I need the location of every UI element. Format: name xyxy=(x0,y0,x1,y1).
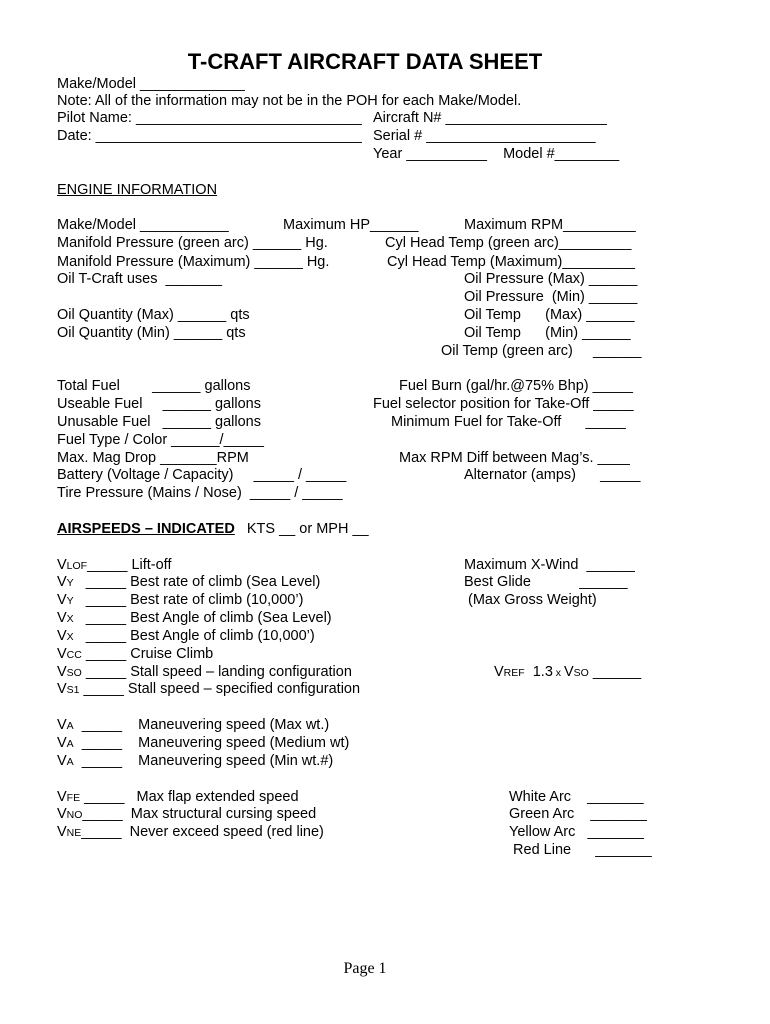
airspeed-row: VX _____ Best Angle of climb (Sea Level) xyxy=(57,610,332,626)
vref-formula: VREF 1.3 x VSO ______ xyxy=(494,664,642,680)
airspeed-row: VY _____ Best rate of climb (Sea Level) xyxy=(57,574,321,590)
tire-pressure: Tire Pressure (Mains / Nose) _____ / _____ xyxy=(57,485,343,501)
limit-speed-row: VNO_____ Max structural cursing speed xyxy=(57,806,317,822)
airspeed-row: VCC _____ Cruise Climb xyxy=(57,646,214,662)
serial-field: Serial # _____________________ xyxy=(373,128,596,144)
engine-section-heading: ENGINE INFORMATION xyxy=(57,182,218,198)
manifold-green-arc: Manifold Pressure (green arc) ______ Hg. xyxy=(57,235,328,251)
airspeed-row: VS1 _____ Stall speed – specified configuration xyxy=(57,681,361,697)
maneuvering-row: VA _____ Maneuvering speed (Max wt.) xyxy=(57,717,330,733)
minimum-fuel-takeoff: Minimum Fuel for Take-Off _____ xyxy=(391,414,626,430)
max-gross-weight: (Max Gross Weight) xyxy=(464,592,597,608)
airspeed-units: KTS __ or MPH __ xyxy=(246,521,369,537)
maximum-crosswind: Maximum X-Wind ______ xyxy=(464,557,635,573)
battery: Battery (Voltage / Capacity) _____ / _____ xyxy=(57,467,347,483)
cyl-head-maximum: Cyl Head Temp (Maximum)_________ xyxy=(387,254,635,270)
oil-pressure-min: Oil Pressure (Min) ______ xyxy=(464,289,638,305)
oil-temp-min: Oil Temp (Min) ______ xyxy=(464,325,631,341)
yellow-arc: Yellow Arc _______ xyxy=(509,824,644,840)
mag-rpm-diff: Max RPM Diff between Mag’s. ____ xyxy=(399,450,630,466)
airspeed-row: VY _____ Best rate of climb (10,000’) xyxy=(57,592,304,608)
best-glide: Best Glide ______ xyxy=(464,574,628,590)
oil-type: Oil T-Craft uses _______ xyxy=(57,271,222,287)
oil-temp-green-arc: Oil Temp (green arc) ______ xyxy=(441,343,642,359)
total-fuel: Total Fuel ______ gallons xyxy=(57,378,251,394)
red-line: Red Line _______ xyxy=(509,842,652,858)
oil-pressure-max: Oil Pressure (Max) ______ xyxy=(464,271,638,287)
fuel-type-color: Fuel Type / Color ______/_____ xyxy=(57,432,264,448)
unusable-fuel: Unusable Fuel ______ gallons xyxy=(57,414,261,430)
airspeeds-heading-line xyxy=(57,521,369,538)
airspeed-row: VLOF_____ Lift-off xyxy=(57,557,172,573)
maneuvering-row: VA _____ Maneuvering speed (Min wt.#) xyxy=(57,753,334,769)
fuel-burn: Fuel Burn (gal/hr.@75% Bhp) _____ xyxy=(399,378,633,394)
cyl-head-green-arc: Cyl Head Temp (green arc)_________ xyxy=(385,235,632,251)
year-model-field: Year __________ Model #________ xyxy=(373,146,620,162)
oil-temp-max: Oil Temp (Max) ______ xyxy=(464,307,635,323)
airspeed-row: VSO _____ Stall speed – landing configuration xyxy=(57,664,352,680)
engine-make-model: Make/Model ___________ xyxy=(57,217,229,233)
useable-fuel: Useable Fuel ______ gallons xyxy=(57,396,261,412)
maximum-hp: Maximum HP______ xyxy=(283,217,419,233)
page-footer: Page 1 xyxy=(343,960,387,977)
limit-speed-row: VFE _____ Max flap extended speed xyxy=(57,789,299,805)
manifold-maximum: Manifold Pressure (Maximum) ______ Hg. xyxy=(57,254,330,270)
aircraft-number-field: Aircraft N# ____________________ xyxy=(373,110,607,126)
airspeed-row: VX _____ Best Angle of climb (10,000’) xyxy=(57,628,315,644)
fuel-selector-takeoff: Fuel selector position for Take-Off _____ xyxy=(373,396,634,412)
maximum-rpm: Maximum RPM_________ xyxy=(464,217,636,233)
note-text: Note: All of the information may not be in the POH for each Make/Model. xyxy=(57,93,522,109)
maneuvering-row: VA _____ Maneuvering speed (Medium wt) xyxy=(57,735,350,751)
make-model-field: Make/Model _____________ xyxy=(57,76,245,92)
limit-speed-row: VNE_____ Never exceed speed (red line) xyxy=(57,824,324,840)
alternator: Alternator (amps) _____ xyxy=(464,467,641,483)
pilot-name-field: Pilot Name: ____________________________ xyxy=(57,110,362,126)
green-arc: Green Arc _______ xyxy=(509,806,647,822)
oil-quantity-max: Oil Quantity (Max) ______ qts xyxy=(57,307,250,323)
oil-quantity-min: Oil Quantity (Min) ______ qts xyxy=(57,325,246,341)
date-field: Date: _________________________________ xyxy=(57,128,362,144)
max-mag-drop: Max. Mag Drop _______RPM xyxy=(57,450,249,466)
airspeeds-section-heading: AIRSPEEDS – INDICATED xyxy=(57,521,235,537)
white-arc: White Arc _______ xyxy=(509,789,644,805)
page-title: T-CRAFT AIRCRAFT DATA SHEET xyxy=(187,49,543,74)
